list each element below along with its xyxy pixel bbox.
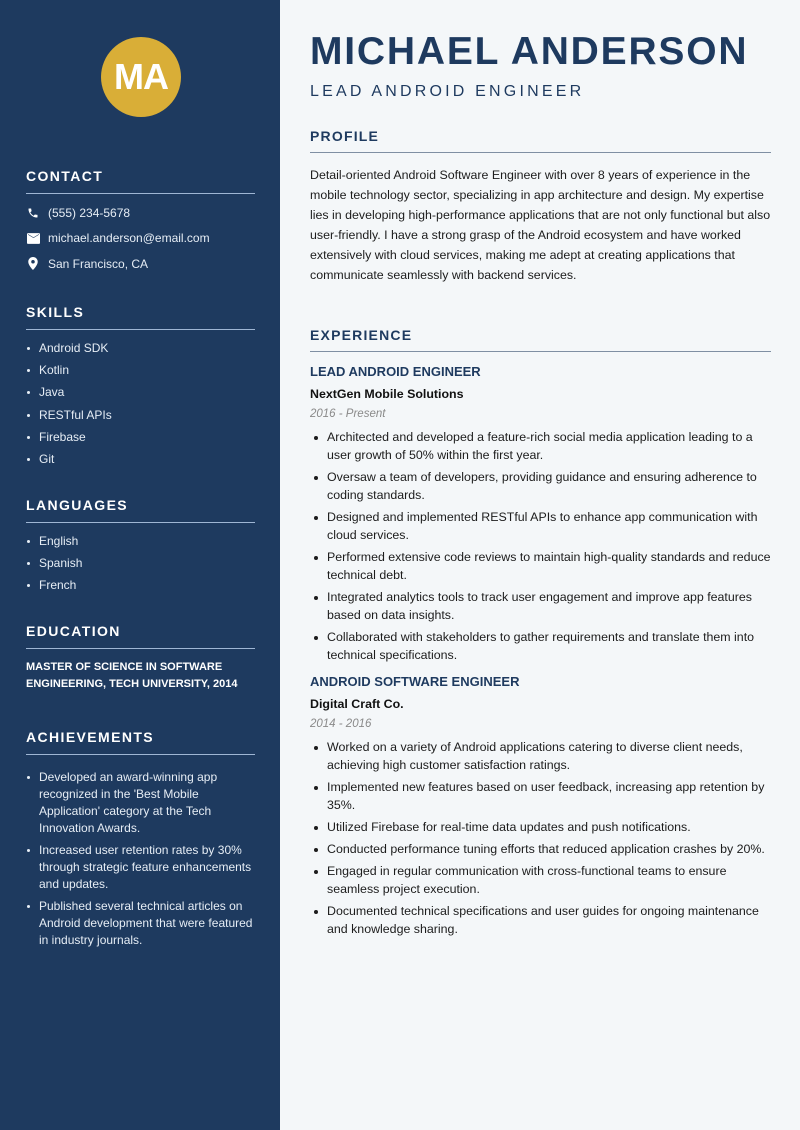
avatar-initials: MA <box>114 56 168 97</box>
job-company: Digital Craft Co. <box>310 697 404 711</box>
contact-section <box>26 168 255 277</box>
achievements-heading: ACHIEVEMENTS <box>26 729 255 755</box>
candidate-title: LEAD ANDROID ENGINEER <box>310 83 585 100</box>
phone-icon <box>26 206 40 220</box>
job-bullet: Architected and developed a feature-rich social media application leading to a user growth of 50% within the first year. <box>310 428 771 464</box>
skills-list <box>26 337 255 470</box>
skill-item: Firebase <box>26 426 255 448</box>
achievement-item: Published several technical articles on Android development that were featured in industry journals. <box>26 898 255 949</box>
languages-section <box>26 497 255 597</box>
job-entry <box>310 674 771 938</box>
experience-section <box>310 327 771 942</box>
job-bullets <box>310 738 771 938</box>
candidate-name: MICHAEL ANDERSON <box>310 30 749 73</box>
job-bullet: Engaged in regular communication with cross-functional teams to ensure seamless project execution. <box>310 862 771 898</box>
profile-heading: PROFILE <box>310 128 771 153</box>
skill-item: Git <box>26 448 255 470</box>
education-section <box>26 623 255 693</box>
job-company: NextGen Mobile Solutions <box>310 387 464 401</box>
achievement-item: Developed an award-winning app recognized in the 'Best Mobile Application' category at the Tech Innovation Awards. <box>26 769 255 837</box>
job-bullet: Oversaw a team of developers, providing guidance and ensuring adherence to coding standards. <box>310 468 771 504</box>
job-bullet: Implemented new features based on user feedback, increasing app retention by 35%. <box>310 778 771 814</box>
location-text: San Francisco, CA <box>48 256 149 271</box>
job-bullet: Worked on a variety of Android applications catering to diverse client needs, achieving high customer satisfaction ratings. <box>310 738 771 774</box>
contact-email <box>26 226 255 252</box>
contact-location <box>26 251 255 277</box>
education-heading: EDUCATION <box>26 623 255 649</box>
skill-item: Java <box>26 381 255 403</box>
job-bullet: Conducted performance tuning efforts that reduced application crashes by 20%. <box>310 840 771 858</box>
profile-section <box>310 128 771 285</box>
job-bullets <box>310 428 771 664</box>
achievement-item: Increased user retention rates by 30% through strategic feature enhancements and updates. <box>26 842 255 893</box>
contact-phone <box>26 200 255 226</box>
location-pin-icon <box>26 257 40 271</box>
job-bullet: Performed extensive code reviews to maintain high-quality standards and reduce technical debt. <box>310 548 771 584</box>
job-bullet: Documented technical specifications and user guides for ongoing maintenance and knowledge sharing. <box>310 902 771 938</box>
email-icon <box>26 231 40 245</box>
skill-item: Kotlin <box>26 359 255 381</box>
language-item: Spanish <box>26 552 255 574</box>
job-dates: 2016 - Present <box>310 408 386 420</box>
skill-item: Android SDK <box>26 337 255 359</box>
languages-heading: LANGUAGES <box>26 497 255 523</box>
language-item: English <box>26 530 255 552</box>
experience-heading: EXPERIENCE <box>310 327 771 352</box>
job-role: ANDROID SOFTWARE ENGINEER <box>310 674 520 689</box>
skills-heading: SKILLS <box>26 304 255 330</box>
skills-section <box>26 304 255 470</box>
achievements-list <box>26 769 255 949</box>
job-dates: 2014 - 2016 <box>310 718 372 730</box>
phone-text: (555) 234-5678 <box>48 205 131 220</box>
job-entry <box>310 364 771 664</box>
sidebar <box>0 0 280 1130</box>
contact-heading: CONTACT <box>26 168 255 194</box>
job-role: LEAD ANDROID ENGINEER <box>310 364 481 379</box>
achievements-section <box>26 729 255 954</box>
profile-summary: Detail-oriented Android Software Engineer with over 8 years of experience in the mobile technology sector, specializing in app architecture and design. My expertise lies in developing high-performance applications that are not only functional but also user-friendly. I have a strong grasp of the Android ecosystem and have worked extensively with cloud services, making me adept at creating applications that communicate seamlessly with backend services. <box>310 168 771 282</box>
job-bullet: Utilized Firebase for real-time data updates and push notifications. <box>310 818 771 836</box>
skill-item: RESTful APIs <box>26 404 255 426</box>
languages-list <box>26 530 255 597</box>
email-text: michael.anderson@email.com <box>48 231 210 246</box>
job-bullet: Integrated analytics tools to track user engagement and improve app features based on data insights. <box>310 588 771 624</box>
job-bullet: Designed and implemented RESTful APIs to enhance app communication with cloud services. <box>310 508 771 544</box>
education-entry: MASTER OF SCIENCE IN SOFTWARE ENGINEERING, TECH UNIVERSITY, 2014 <box>26 661 238 690</box>
language-item: French <box>26 574 255 596</box>
job-bullet: Collaborated with stakeholders to gather requirements and translate them into technical specifications. <box>310 628 771 664</box>
avatar <box>101 37 181 117</box>
